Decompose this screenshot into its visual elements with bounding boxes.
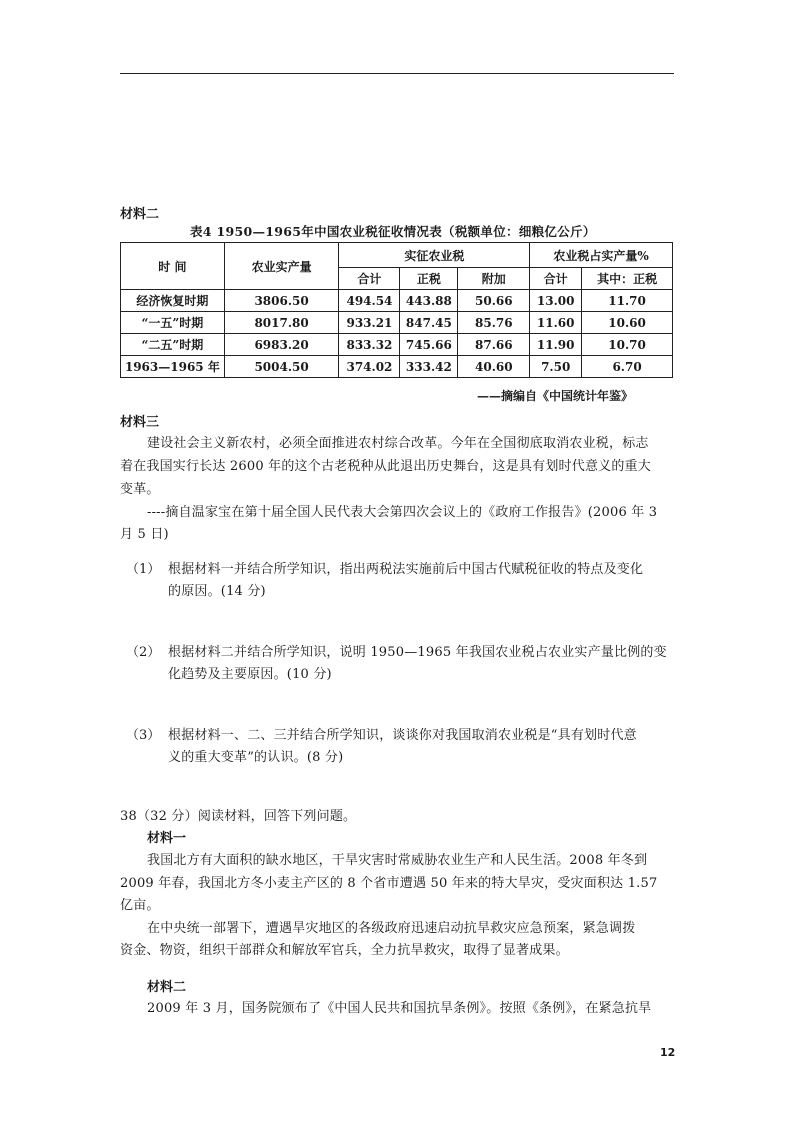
cell-extra: 85.76	[458, 312, 530, 334]
material1-heading: 材料一	[147, 831, 187, 846]
material3-citation: 月 5 日)	[120, 527, 169, 542]
cell-ratio-total: 7.50	[530, 356, 582, 378]
page-number: 12	[660, 1046, 676, 1059]
material1-line: 亿亩。	[120, 898, 160, 913]
cell-ratio-main: 10.60	[582, 312, 673, 334]
cell-extra: 87.66	[458, 334, 530, 356]
cell-output: 5004.50	[224, 356, 339, 378]
cell-ratio-main: 11.70	[582, 290, 673, 312]
material1-line: 在中央统一部署下，遭遇旱灾地区的各级政府迅速启动抗旱救灾应急预案，紧急调拨	[147, 921, 636, 936]
question-number: （1）	[126, 562, 161, 577]
material3-line: 变革。	[120, 482, 160, 497]
cell-ratio-total: 11.90	[530, 334, 582, 356]
material1-line: 资金、物资，组织干部群众和解放军官兵，全力抗旱救灾，取得了显著成果。	[120, 943, 569, 958]
cell-output: 3806.50	[224, 290, 339, 312]
header-tax: 实征农业税	[339, 243, 530, 268]
cell-total: 374.02	[339, 356, 400, 378]
header-period: 时 间	[121, 243, 225, 290]
cell-ratio-main: 10.70	[582, 334, 673, 356]
table-row	[121, 312, 673, 334]
header-ratio-main: 其中：正税	[582, 268, 673, 290]
cell-main: 847.45	[400, 312, 458, 334]
cell-period: “一五”时期	[121, 312, 225, 334]
cell-output: 6983.20	[224, 334, 339, 356]
material3-line: 着在我国实行长达 2600 年的这个古老税种从此退出历史舞台，这是具有划时代意义的重大	[120, 459, 651, 474]
question-text: 根据材料一并结合所学知识，指出两税法实施前后中国古代赋税征收的特点及变化	[168, 562, 644, 577]
cell-ratio-main: 6.70	[582, 356, 673, 378]
cell-total: 833.32	[339, 334, 400, 356]
cell-total: 933.21	[339, 312, 400, 334]
table-row	[121, 356, 673, 378]
cell-extra: 50.66	[458, 290, 530, 312]
cell-main: 443.88	[400, 290, 458, 312]
header-extra: 附加	[458, 268, 530, 290]
header-output: 农业实产量	[224, 243, 339, 290]
cell-period: 1963—1965 年	[121, 356, 225, 378]
material3-heading: 材料三	[120, 415, 160, 430]
header-total: 合计	[339, 268, 400, 290]
cell-extra: 40.60	[458, 356, 530, 378]
cell-output: 8017.80	[224, 312, 339, 334]
header-rule	[120, 73, 674, 74]
question-text: 义的重大变革”的认识。(8 分)	[168, 750, 344, 765]
cell-ratio-total: 13.00	[530, 290, 582, 312]
material1-line: 2009 年春，我国北方冬小麦主产区的 8 个省市遭遇 50 年来的特大旱灾，受灾面积达 1.57	[120, 876, 658, 891]
question-number: （2）	[126, 645, 161, 660]
material1-line: 我国北方有大面积的缺水地区，干旱灾害时常威胁农业生产和人民生活。2008 年冬到	[147, 853, 648, 868]
table-caption: 表4 1950—1965年中国农业税征收情况表（税额单位：细粮亿公斤）	[190, 224, 596, 239]
header-ratio-total: 合计	[530, 268, 582, 290]
agricultural-tax-table	[120, 242, 673, 378]
material2b-heading: 材料二	[147, 980, 187, 995]
material2b-line: 2009 年 3 月，国务院颁布了《中国人民共和国抗旱条例》。按照《条例》，在紧急抗旱	[147, 1001, 652, 1016]
cell-main: 333.42	[400, 356, 458, 378]
question-text: 的原因。(14 分)	[168, 584, 266, 599]
table-row	[121, 290, 673, 312]
material3-citation: ----摘自温家宝在第十届全国人民代表大会第四次会议上的《政府工作报告》(2006 年 3	[147, 505, 658, 520]
header-ratio: 农业税占实产量%	[530, 243, 673, 268]
cell-period: 经济恢复时期	[121, 290, 225, 312]
cell-main: 745.66	[400, 334, 458, 356]
cell-total: 494.54	[339, 290, 400, 312]
table-source: ——摘编自《中国统计年鉴》	[477, 389, 634, 403]
cell-period: “二五”时期	[121, 334, 225, 356]
material2-heading: 材料二	[120, 207, 160, 222]
cell-ratio-total: 11.60	[530, 312, 582, 334]
question-text: 化趋势及主要原因。(10 分)	[168, 667, 332, 682]
question-number: （3）	[126, 728, 161, 743]
material3-line: 建设社会主义新农村，必须全面推进农村综合改革。今年在全国彻底取消农业税，标志	[147, 436, 649, 451]
table-row	[121, 334, 673, 356]
question-38-intro: 38（32 分）阅读材料，回答下列问题。	[120, 809, 357, 824]
question-text: 根据材料一、二、三并结合所学知识，谈谈你对我国取消农业税是“具有划时代意	[168, 728, 637, 743]
question-text: 根据材料二并结合所学知识，说明 1950—1965 年我国农业税占农业实产量比例的变	[168, 645, 667, 660]
header-main: 正税	[400, 268, 458, 290]
